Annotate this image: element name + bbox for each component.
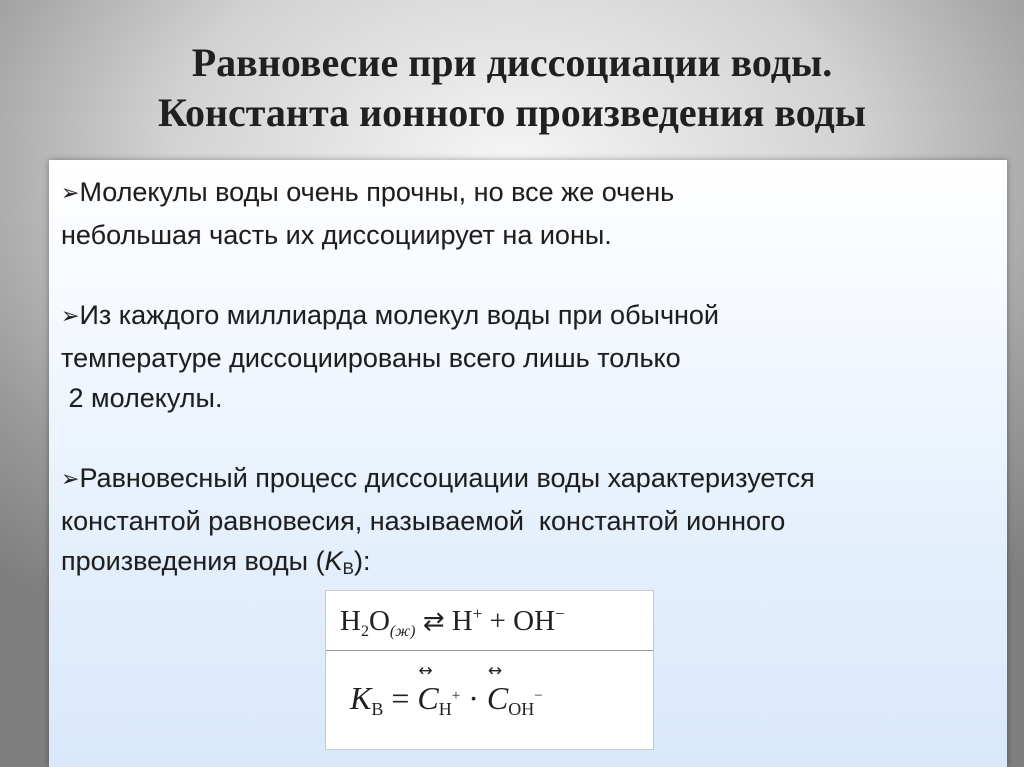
h2o-subscript: 2 (360, 623, 369, 640)
c-symbol: C (486, 680, 509, 716)
ion-product-equation (350, 661, 650, 723)
h2o-h: H (340, 605, 361, 637)
equilibrium-arrow-icon: ⇄ (422, 607, 445, 637)
bullet-item (61, 295, 996, 418)
c-h-charge: + (451, 688, 461, 704)
hydrogen-ion: H (451, 605, 473, 637)
double-arrow-accent-icon: ↔ (487, 661, 503, 681)
bullet-list (61, 172, 996, 621)
bullet-text: Молекулы воды очень прочны, но все же очень (79, 177, 675, 207)
k-subscript: В (371, 699, 384, 719)
bullet-line (61, 458, 996, 501)
phase-label: (ж) (389, 623, 416, 640)
bullet-line: 2 молекулы. (61, 383, 223, 413)
bullet-arrow-icon: ➢ (61, 304, 80, 329)
plus-sign: + (489, 605, 506, 637)
c-symbol: C (417, 680, 439, 716)
slide-title (0, 38, 1024, 138)
bullet-line: константой равновесия, называемой константой ионного (61, 506, 786, 536)
bullet-line: температуре диссоциированы всего лишь только (61, 343, 681, 373)
bullet-line: небольшая часть их диссоциирует на ионы. (61, 220, 612, 250)
k-symbol: K (350, 680, 372, 716)
formula-box (325, 590, 654, 750)
multiply-dot: · (468, 680, 479, 716)
bullet-text: ): (353, 546, 371, 576)
c-oh-subscript: OH (508, 699, 535, 719)
double-arrow-accent-icon: ↔ (418, 661, 433, 681)
bullet-text: Из каждого миллиарда молекул воды при обычной (79, 300, 720, 330)
title-line-1: Равновесие при диссоциации воды. (191, 40, 833, 85)
bullet-arrow-icon: ➢ (61, 467, 80, 492)
formula-divider (326, 650, 653, 651)
bullet-line (61, 541, 996, 581)
bullet-item (61, 458, 996, 581)
c-oh-charge: − (534, 688, 543, 704)
equals-sign: = (391, 680, 410, 716)
dissociation-equation (340, 601, 645, 642)
h2o-o: O (368, 605, 390, 637)
c-h-subscript: H (438, 699, 452, 719)
title-line-2: Константа ионного произведения воды (157, 90, 867, 135)
concentration-oh (486, 661, 509, 723)
kw-subscript: В (342, 559, 354, 578)
bullet-text: произведения воды ( (61, 546, 325, 576)
bullet-arrow-icon: ➢ (61, 181, 80, 206)
kw-symbol: K (324, 546, 343, 576)
hydroxide-charge: − (555, 604, 565, 623)
bullet-line (61, 172, 996, 215)
hydroxide-ion: OH (513, 605, 556, 637)
bullet-line (61, 295, 996, 338)
bullet-text: Равновесный процесс диссоциации воды характеризуется (79, 463, 815, 493)
bullet-item (61, 172, 996, 255)
hydrogen-charge: + (472, 604, 483, 623)
concentration-h (417, 661, 439, 723)
